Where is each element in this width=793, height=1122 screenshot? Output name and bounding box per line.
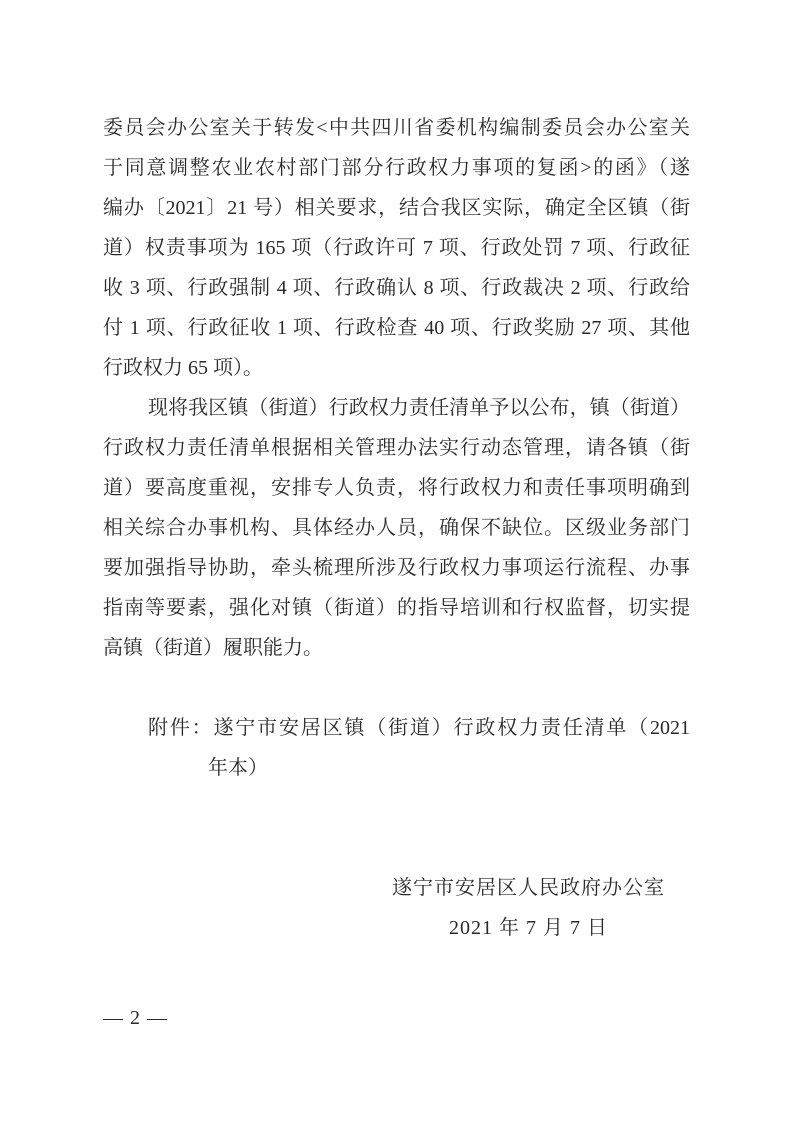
attachment-continuation-line: 年本） <box>208 757 268 779</box>
document-line: 行政权力 65 项）。 <box>103 357 263 379</box>
document-line: 高镇（街道）履职能力。 <box>103 637 323 659</box>
document-line: 指南等要素，强化对镇（街道）的指导培训和行权监督，切实提 <box>103 597 690 619</box>
document-line: 行政权力责任清单根据相关管理办法实行动态管理，请各镇（街 <box>103 437 690 459</box>
document-line: 要加强指导协助，牵头梳理所涉及行政权力事项运行流程、办事 <box>103 557 690 579</box>
signature-block <box>103 868 690 948</box>
signature-date: 2021 年 7 月 7 日 <box>449 917 608 939</box>
body-paragraph-2 <box>103 388 690 668</box>
document-line: 道）要高度重视，安排专人负责，将行政权力和责任事项明确到 <box>103 477 690 499</box>
document-line: 相关综合办事机构、具体经办人员，确保不缺位。区级业务部门 <box>103 517 690 539</box>
document-line: 编办〔2021〕21 号）相关要求，结合我区实际，确定全区镇（街 <box>103 197 690 219</box>
document-line: 道）权责事项为 165 项（行政许可 7 项、行政处罚 7 项、行政征 <box>103 237 690 259</box>
attachment-block <box>103 708 690 788</box>
attachment-title-line: 附件：遂宁市安居区镇（街道）行政权力责任清单（2021 <box>148 717 690 739</box>
signature-inner <box>392 868 665 948</box>
document-line: 付 1 项、行政征收 1 项、行政检查 40 项、行政奖励 27 项、其他 <box>103 317 690 339</box>
signature-organization: 遂宁市安居区人民政府办公室 <box>392 877 665 899</box>
body-paragraph-1 <box>103 108 690 388</box>
document-line: 收 3 项、行政强制 4 项、行政确认 8 项、行政裁决 2 项、行政给 <box>103 277 690 299</box>
document-line: 于同意调整农业农村部门部分行政权力事项的复函>的函》（遂 <box>103 157 690 179</box>
document-line: 现将我区镇（街道）行政权力责任清单予以公布，镇（街道） <box>148 397 690 419</box>
document-line: 委员会办公室关于转发<中共四川省委机构编制委员会办公室关 <box>103 117 690 139</box>
page-number: — 2 — <box>103 1007 168 1029</box>
